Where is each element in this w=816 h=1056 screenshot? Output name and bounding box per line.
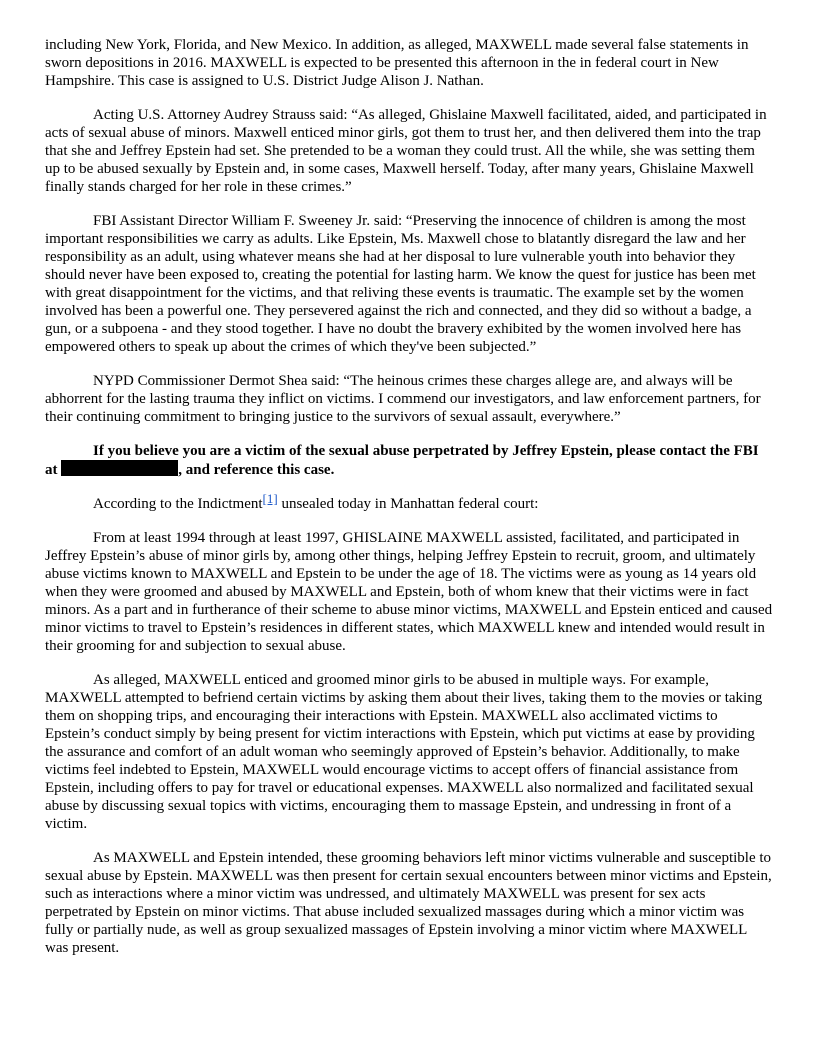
indictment-intro-text-end: unsealed today in Manhattan federal court: [277,496,539,512]
footnote-link[interactable]: [1] [262,491,278,506]
paragraph-indictment-summary: From at least 1994 through at least 1997, GHISLAINE MAXWELL assisted, facilitated, and participated in Jeffrey Epstein’s abuse of minor girls by, among other things, helping Jeffrey Epstein to recruit, groom, and ultimately abuse victims known to MAXWELL and Epstein to be under the age of 18. The victims were as young as 14 years old when they were groomed and abused by MAXWELL and Epstein, both of whom knew that their victims were in fact minors. As a part and in furtherance of their scheme to abuse minor victims, MAXWELL and Epstein enticed and caused minor victims to travel to Epstein’s residences in different states, which MAXWELL knew and intended would result in their grooming for and subjection to sexual abuse. [45,530,773,654]
redacted-phone-number [61,460,178,476]
victim-contact-text: If you believe you are a victim of the sexual abuse perpetrated by Jeffrey Epstein, please contact the FBI at [45,443,759,478]
paragraph-grooming-methods: As alleged, MAXWELL enticed and groomed minor girls to be abused in multiple ways. For example, MAXWELL attempted to befriend certain victims by asking them about their lives, taking them to the movies or taking them on shopping trips, and encouraging their interactions with Epstein. MAXWELL also acclimated victims to Epstein’s conduct simply by being present for victim interactions with Epstein, which put victims at ease by providing the assurance and comfort of an adult woman who seemingly approved of Epstein’s behavior. Additionally, to make victims feel indebted to Epstein, MAXWELL would encourage victims to accept offers of financial assistance from Epstein, including offers to pay for travel or educational expenses. MAXWELL also normalized and facilitated sexual abuse by discussing sexual topics with victims, encouraging them to massage Epstein, and undressing in front of a victim. [45,672,763,832]
paragraph-shea-quote: NYPD Commissioner Dermot Shea said: “The heinous crimes these charges allege are, and always will be abhorrent for the lasting trauma they inflict on victims. I commend our investigators, and law enforcement partners, for their continuing commitment to bringing justice to the survivors of sexual assault, everywhere.” [45,373,761,425]
paragraph-venue-statement: including New York, Florida, and New Mexico. In addition, as alleged, MAXWELL made several false statements in sworn depositions in 2016. MAXWELL is expected to be presented this afternoon in the in federal court in New Hampshire. This case is assigned to U.S. District Judge Alison J. Nathan. [45,37,749,89]
indictment-intro-text: According to the Indictment [93,496,263,512]
document-page [45,36,773,973]
paragraph-strauss-quote: Acting U.S. Attorney Audrey Strauss said: “As alleged, Ghislaine Maxwell facilitated, aided, and participated in acts of sexual abuse of minors. Maxwell enticed minor girls, got them to trust her, and then delivered them into the trap that she and Jeffrey Epstein had set. She pretended to be a woman they could trust. All the while, she was setting them up to be abused sexually by Epstein and, in some cases, Maxwell herself. Today, after many years, Ghislaine Maxwell finally stands charged for her role in these crimes.” [45,107,767,195]
paragraph-abuse-details: As MAXWELL and Epstein intended, these grooming behaviors left minor victims vulnerable and susceptible to sexual abuse by Epstein. MAXWELL was then present for certain sexual encounters between minor victims and Epstein, such as interactions where a minor victim was undressed, and ultimately MAXWELL was present for sex acts perpetrated by Epstein on minor victims. That abuse included sexualized massages during which a minor victim was fully or partially nude, as well as group sexualized massages of Epstein involving a minor victim where MAXWELL was present. [45,850,772,956]
paragraph-victim-contact [45,442,773,479]
victim-contact-text-end: , and reference this case. [178,462,335,478]
paragraph-sweeney-quote: FBI Assistant Director William F. Sweeney Jr. said: “Preserving the innocence of children is among the most important responsibilities we carry as adults. Like Epstein, Ms. Maxwell chose to blatantly disregard the law and her responsibility as an adult, using whatever means she had at her disposal to lure vulnerable youth into behavior they should never have been exposed to, creating the potential for lasting harm. We know the quest for justice has been met with great disappointment for the victims, and that reliving these events is traumatic. The example set by the women involved has been a powerful one. They persevered against the rich and connected, and they did so without a badge, a gun, or a subpoena - and they stood together. I have no doubt the bravery exhibited by the women involved here has empowered others to speak up about the crimes of which they've been subjected.” [45,213,756,355]
paragraph-indictment-intro [45,491,773,513]
